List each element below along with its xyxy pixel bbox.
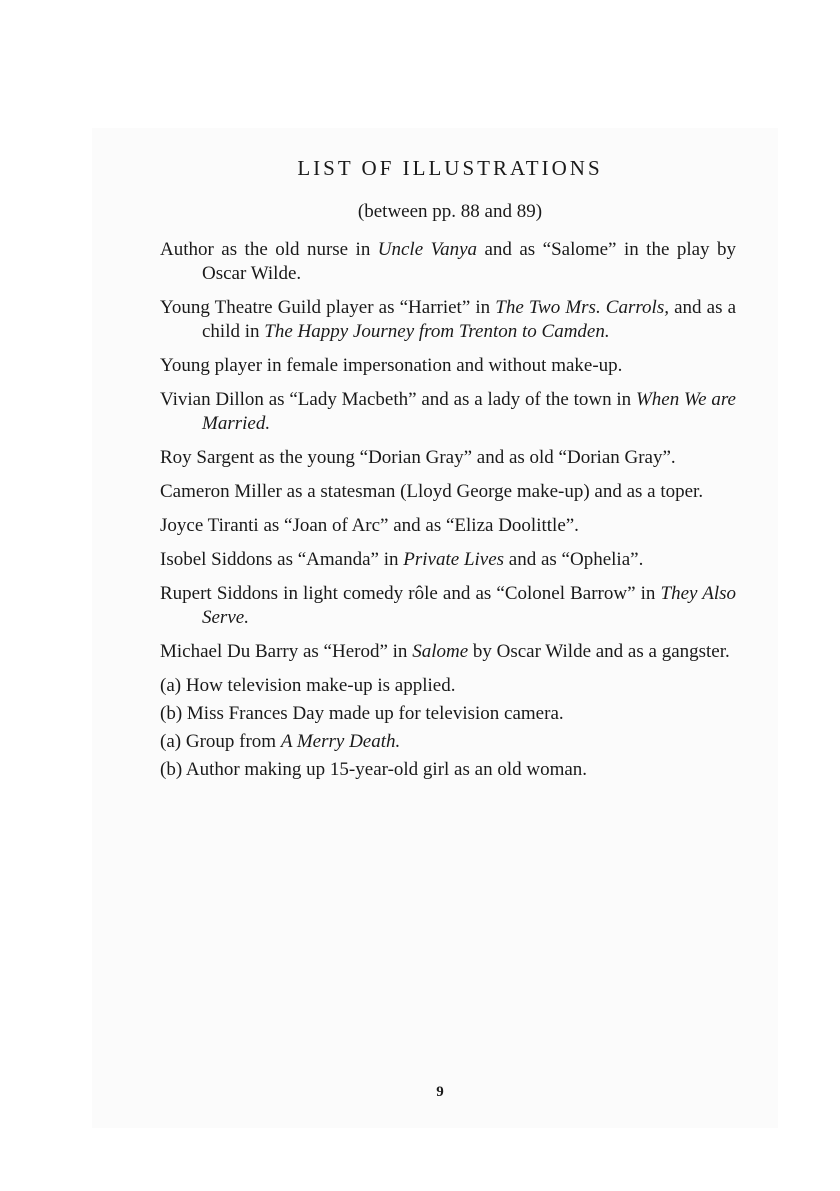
sub-list-item: (b) Miss Frances Day made up for television camera. xyxy=(160,703,564,724)
sub-list-item: (b) Author making up 15-year-old girl as an old woman. xyxy=(160,759,588,780)
item-label: (b) xyxy=(160,759,183,780)
list-item: Joyce Tiranti as “Joan of Arc” and as “Eliza Doolittle”. xyxy=(160,515,579,536)
list-item: Author as the old nurse in Uncle Vanya and as “Salome” in the play by Oscar Wilde. xyxy=(160,239,736,284)
item-label: (a) xyxy=(160,675,182,696)
item-label: (a) xyxy=(160,731,182,752)
illustration-list xyxy=(160,238,736,786)
sub-list-item: (a) Group from A Merry Death. xyxy=(160,731,401,752)
list-item: Young Theatre Guild player as “Harriet” in The Two Mrs. Carrols, and as a child in The Happy Journey from Trenton to Camden. xyxy=(160,297,737,342)
sub-list-item: (a) How television make-up is applied. xyxy=(160,675,456,696)
list-item: Rupert Siddons in light comedy rôle and as “Colonel Barrow” in They Also Serve. xyxy=(160,583,736,628)
list-item: Michael Du Barry as “Herod” in Salome by Oscar Wilde and as a gangster. xyxy=(160,641,730,662)
list-item: Young player in female impersonation and without make-up. xyxy=(160,355,623,376)
list-item: Vivian Dillon as “Lady Macbeth” and as a lady of the town in When We are Married. xyxy=(160,389,736,434)
item-label: (b) xyxy=(160,703,183,724)
list-item: Cameron Miller as a statesman (Lloyd George make-up) and as a toper. xyxy=(160,481,704,502)
list-item: Roy Sargent as the young “Dorian Gray” and as old “Dorian Gray”. xyxy=(160,447,676,468)
page-subtitle: (between pp. 88 and 89) xyxy=(357,201,543,222)
list-item: Isobel Siddons as “Amanda” in Private Lives and as “Ophelia”. xyxy=(160,549,644,570)
page-number: 9 xyxy=(436,1084,444,1100)
page-title: LIST OF ILLUSTRATIONS xyxy=(297,156,603,180)
